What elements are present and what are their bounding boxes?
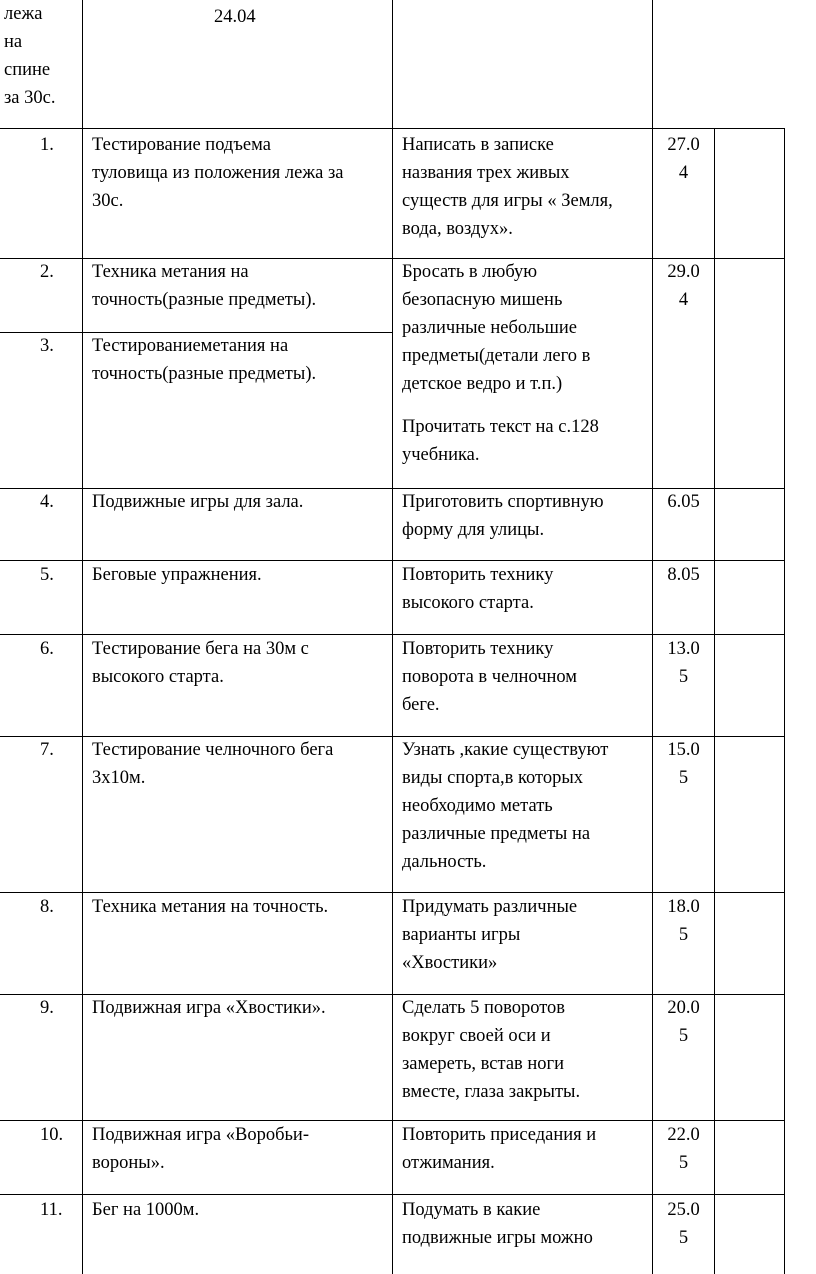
homework-line: форму для улицы.	[402, 520, 545, 540]
top-date: 24.04	[214, 7, 256, 27]
homework-line: виды спорта,в которых	[402, 768, 584, 788]
top-cell-line: за 30с.	[4, 88, 56, 108]
date-line: 5	[678, 1153, 689, 1173]
row-number: 1.	[40, 135, 54, 155]
homework-line: вода, воздух».	[402, 219, 513, 239]
topic-line: Подвижная игра «Воробьи-	[92, 1125, 309, 1145]
date-line: 5	[678, 667, 689, 687]
top-cell-line: на	[4, 32, 23, 52]
topic-line: 30с.	[92, 191, 124, 211]
row-number: 5.	[40, 565, 54, 585]
date-line: 4	[678, 163, 689, 183]
topic-line: точность(разные предметы).	[92, 290, 317, 310]
homework-line: Прочитать текст на с.128	[402, 417, 599, 437]
row-number: 11.	[40, 1200, 63, 1220]
topic-line: туловища из положения лежа за	[92, 163, 344, 183]
topic-line: вороны».	[92, 1153, 165, 1173]
date-line: 5	[678, 1228, 689, 1248]
date-line: 4	[678, 290, 689, 310]
date-line: 8.05	[667, 565, 700, 585]
top-cell-line: спине	[4, 60, 51, 80]
topic-line: Техника метания на точность.	[92, 897, 329, 917]
row-number: 7.	[40, 740, 54, 760]
row-number: 10.	[40, 1125, 64, 1145]
topic-line: высокого старта.	[92, 667, 224, 687]
homework-line: высокого старта.	[402, 593, 534, 613]
topic-line: Тестированиеметания на	[92, 336, 289, 356]
topic-line: точность(разные предметы).	[92, 364, 317, 384]
date-line: 5	[678, 768, 689, 788]
homework-line: детское ведро и т.п.)	[402, 374, 563, 394]
date-line: 18.0	[667, 897, 700, 917]
homework-line: предметы(детали лего в	[402, 346, 591, 366]
topic-line: 3х10м.	[92, 768, 146, 788]
homework-line: вокруг своей оси и	[402, 1026, 551, 1046]
topic-line: Подвижная игра «Хвостики».	[92, 998, 326, 1018]
top-cell-line: лежа	[4, 4, 43, 24]
homework-line: замереть, встав ноги	[402, 1054, 565, 1074]
homework-line: Написать в записке	[402, 135, 554, 155]
homework-line: необходимо метать	[402, 796, 553, 816]
homework-line: Придумать различные	[402, 897, 578, 917]
topic-line: Беговые упражнения.	[92, 565, 262, 585]
homework-line: «Хвостики»	[402, 953, 498, 973]
topic-line: Техника метания на	[92, 262, 249, 282]
row-number: 3.	[40, 336, 54, 356]
row-number: 9.	[40, 998, 54, 1018]
homework-line: Бросать в любую	[402, 262, 538, 282]
homework-line: подвижные игры можно	[402, 1228, 593, 1248]
topic-line: Тестирование челночного бега	[92, 740, 334, 760]
homework-line: названия трех живых	[402, 163, 570, 183]
homework-line: вместе, глаза закрыты.	[402, 1082, 581, 1102]
homework-line: варианты игры	[402, 925, 521, 945]
homework-line: различные предметы на	[402, 824, 591, 844]
date-line: 25.0	[667, 1200, 700, 1220]
date-line: 13.0	[667, 639, 700, 659]
date-line: 6.05	[667, 492, 700, 512]
date-line: 27.0	[667, 135, 700, 155]
homework-line: поворота в челночном	[402, 667, 578, 687]
homework-line: дальность.	[402, 852, 487, 872]
homework-line: безопасную мишень	[402, 290, 563, 310]
homework-line: Узнать ,какие существуют	[402, 740, 609, 760]
homework-line: существ для игры « Земля,	[402, 191, 613, 211]
homework-line: Повторить технику	[402, 639, 554, 659]
row-number: 4.	[40, 492, 54, 512]
row-number: 2.	[40, 262, 54, 282]
topic-line: Подвижные игры для зала.	[92, 492, 304, 512]
date-line: 29.0	[667, 262, 700, 282]
homework-line: Повторить приседания и	[402, 1125, 597, 1145]
homework-line: отжимания.	[402, 1153, 495, 1173]
topic-line: Тестирование бега на 30м с	[92, 639, 309, 659]
topic-line: Тестирование подъема	[92, 135, 271, 155]
date-line: 5	[678, 925, 689, 945]
homework-line: учебника.	[402, 445, 480, 465]
row-number: 8.	[40, 897, 54, 917]
homework-line: Подумать в какие	[402, 1200, 541, 1220]
topic-line: Бег на 1000м.	[92, 1200, 200, 1220]
homework-line: Сделать 5 поворотов	[402, 998, 566, 1018]
date-line: 20.0	[667, 998, 700, 1018]
date-line: 22.0	[667, 1125, 700, 1145]
date-line: 15.0	[667, 740, 700, 760]
homework-line: Приготовить спортивную	[402, 492, 604, 512]
row-number: 6.	[40, 639, 54, 659]
homework-line: различные небольшие	[402, 318, 577, 338]
homework-line: Повторить технику	[402, 565, 554, 585]
homework-line: беге.	[402, 695, 440, 715]
date-line: 5	[678, 1026, 689, 1046]
